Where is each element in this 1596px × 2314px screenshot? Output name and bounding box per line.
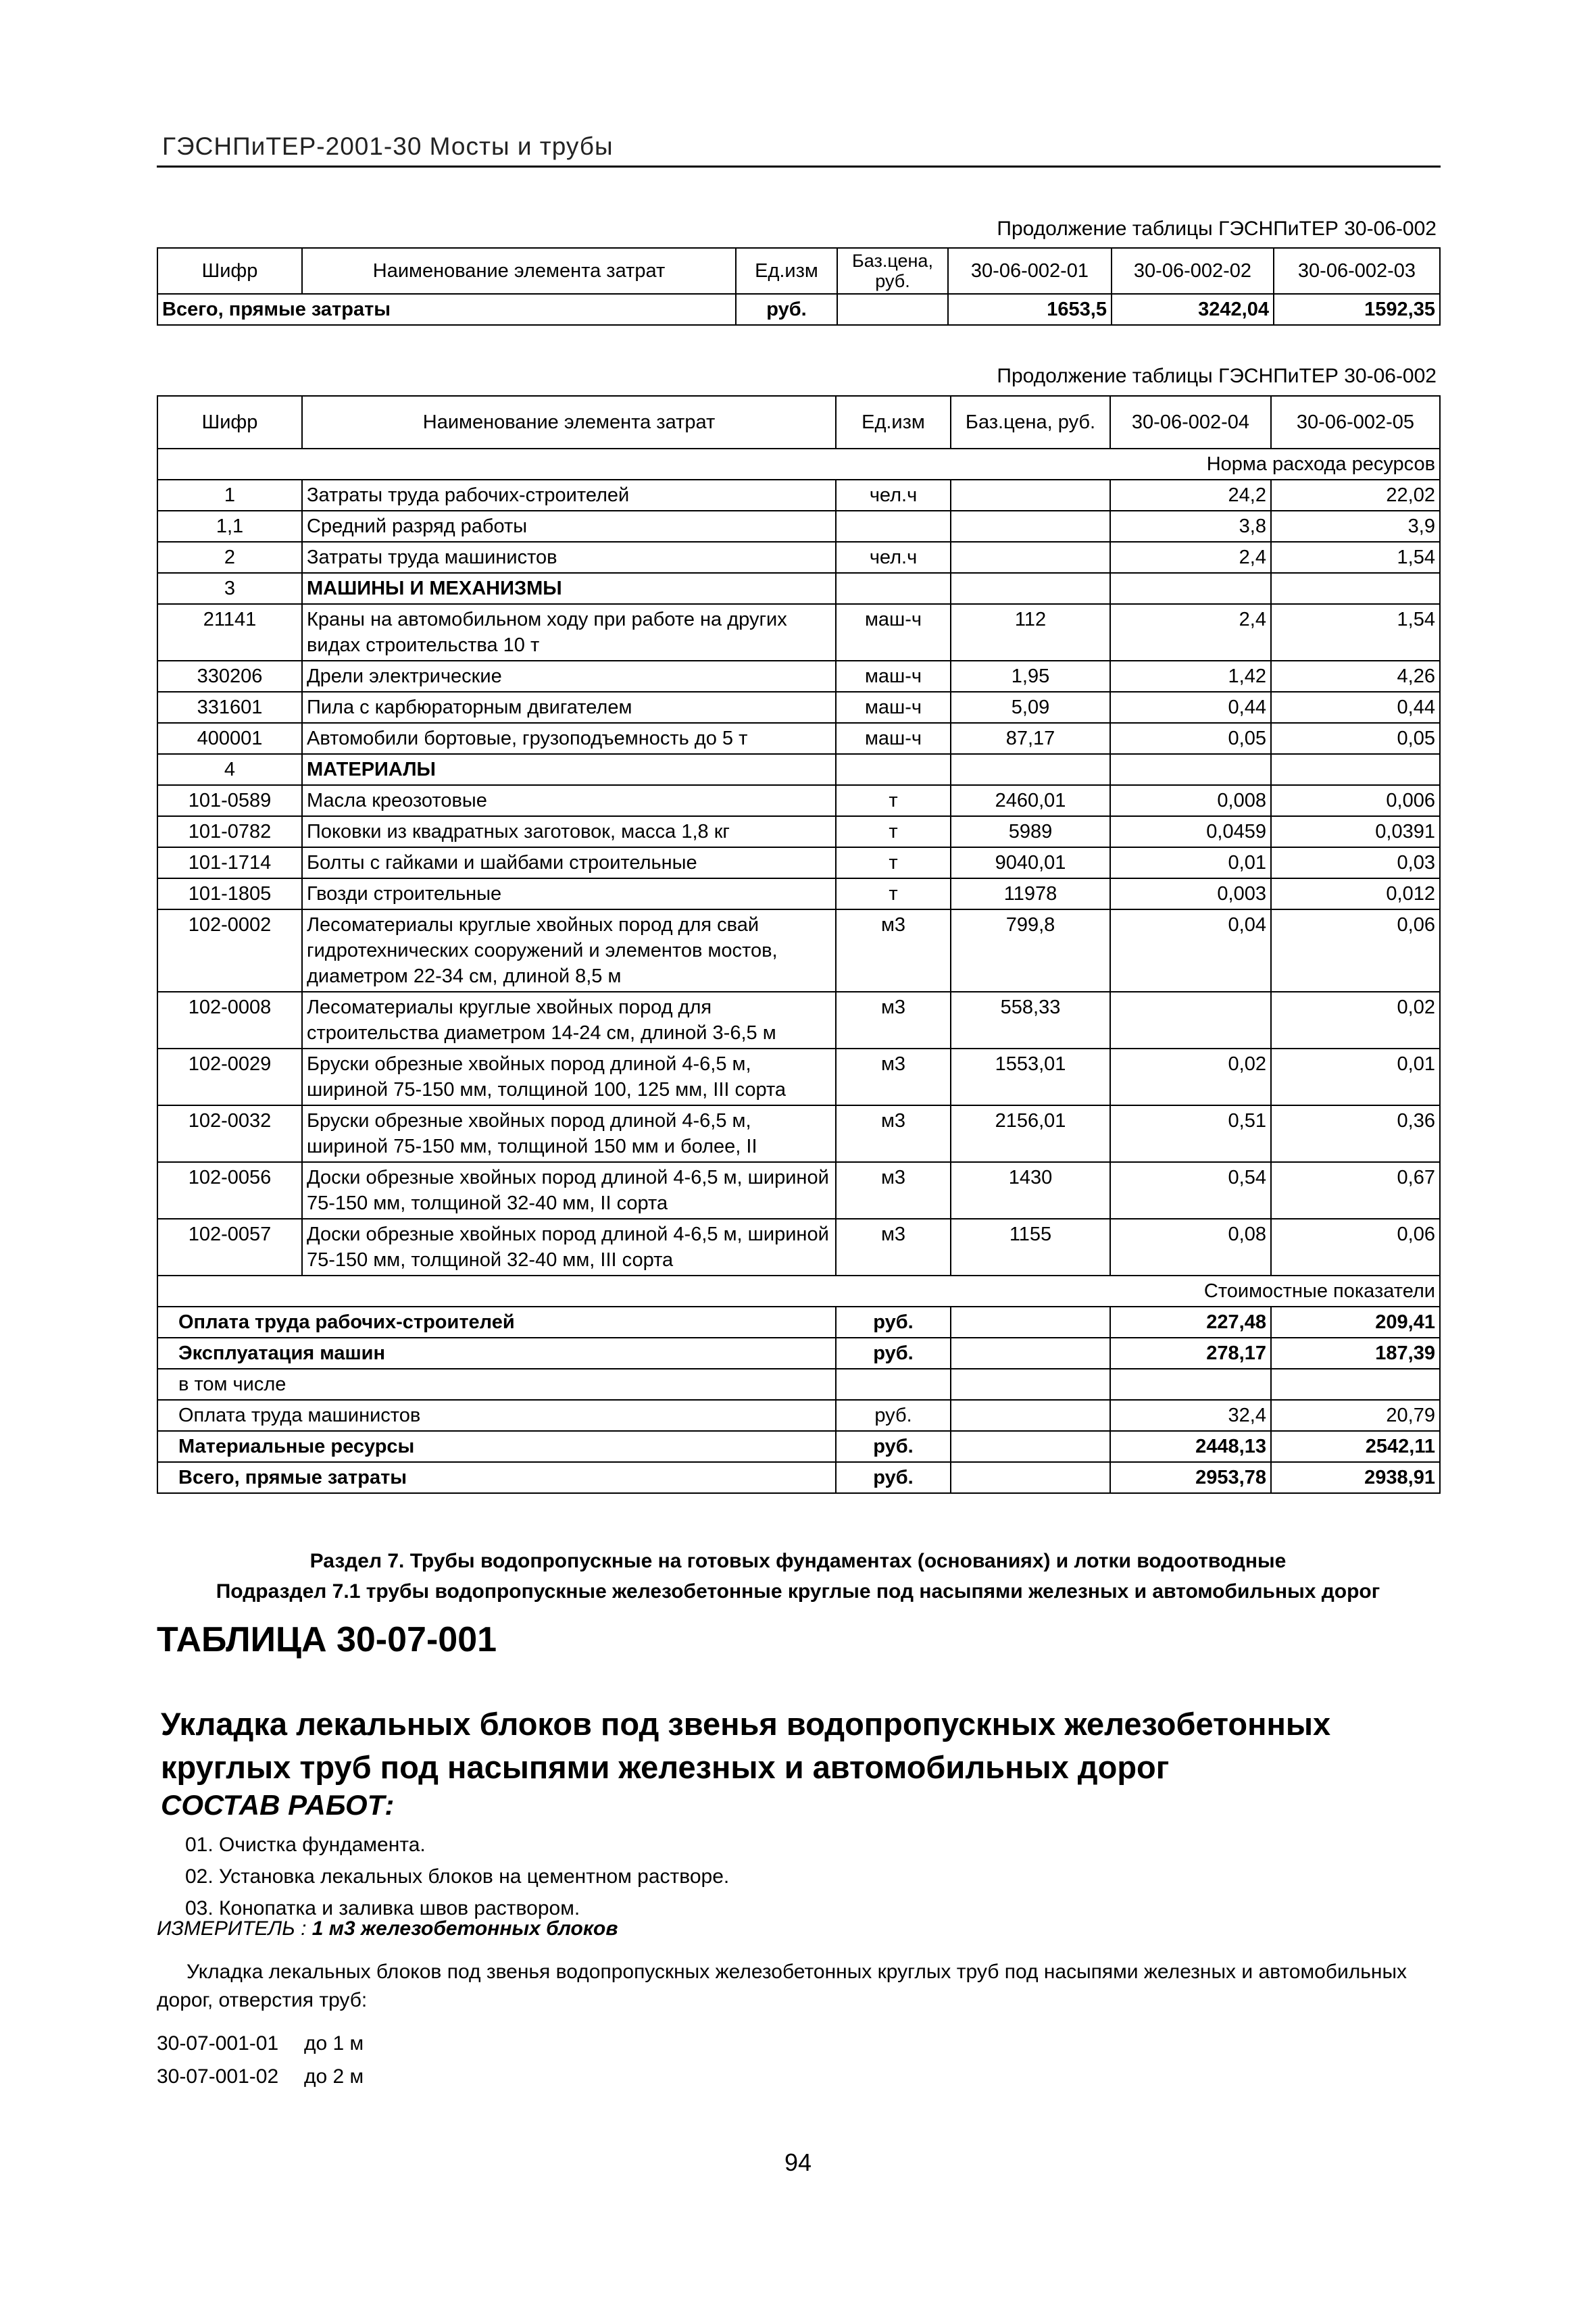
resource-price: 5,09 (951, 692, 1110, 723)
resource-unit: чел.ч (836, 480, 951, 511)
cost-value-1: 2953,78 (1110, 1462, 1271, 1493)
resource-value-1 (1110, 992, 1271, 1049)
cost-label: Оплата труда машинистов (157, 1400, 836, 1431)
resource-value-2: 3,9 (1271, 511, 1440, 542)
cost-price (951, 1462, 1110, 1493)
resource-code: 21141 (157, 604, 302, 661)
resource-value-2: 0,0391 (1271, 816, 1440, 847)
cost-value-2: 2542,11 (1271, 1431, 1440, 1462)
resource-code: 102-0032 (157, 1105, 302, 1162)
table2-col-unit: Ед.изм (836, 396, 951, 449)
resource-price: 1430 (951, 1162, 1110, 1219)
resource-unit: м3 (836, 909, 951, 992)
resource-unit: маш-ч (836, 692, 951, 723)
resource-row (157, 785, 1440, 816)
cost-label: Эксплуатация машин (157, 1338, 836, 1369)
resource-row (157, 847, 1440, 878)
resource-value-2: 1,54 (1271, 542, 1440, 573)
resource-value-2: 0,06 (1271, 1219, 1440, 1276)
resource-value-1: 2,4 (1110, 604, 1271, 661)
resource-code: 330206 (157, 661, 302, 692)
resource-value-2: 0,012 (1271, 878, 1440, 909)
resource-row (157, 542, 1440, 573)
resource-price: 9040,01 (951, 847, 1110, 878)
meter-label: ИЗМЕРИТЕЛЬ : (157, 1917, 312, 1940)
resource-value-2: 0,02 (1271, 992, 1440, 1049)
resource-code: 102-0002 (157, 909, 302, 992)
resource-unit: м3 (836, 1105, 951, 1162)
cost-unit: руб. (836, 1307, 951, 1338)
resource-name: Болты с гайками и шайбами строительные (302, 847, 836, 878)
resource-name: Пила с карбюраторным двигателем (302, 692, 836, 723)
resource-price (951, 573, 1110, 604)
table2-col-name: Наименование элемента затрат (302, 396, 836, 449)
resource-price: 11978 (951, 878, 1110, 909)
resource-name: Средний разряд работы (302, 511, 836, 542)
header-rule (157, 166, 1441, 168)
resource-unit: маш-ч (836, 661, 951, 692)
resource-name: МАШИНЫ И МЕХАНИЗМЫ (302, 573, 836, 604)
table1-total-v3: 1592,35 (1274, 294, 1440, 325)
resource-name: Лесоматериалы круглые хвойных пород для свай гидротехнических сооружений и элементов мостов, диаметром 22-34 см, длиной 8,5 м (302, 909, 836, 992)
table2-header-row (157, 396, 1440, 449)
description: Укладка лекальных блоков под звенья водопропускных железобетонных круглых труб под насыпями железных и автомобильных дорог, отверстия труб: (157, 1961, 1407, 2011)
resource-code: 3 (157, 573, 302, 604)
resource-unit (836, 511, 951, 542)
table1-col-price: Баз.цена, руб. (837, 248, 948, 294)
resource-code: 102-0056 (157, 1162, 302, 1219)
resource-code: 1 (157, 480, 302, 511)
resource-row (157, 909, 1440, 992)
cost-unit: руб. (836, 1338, 951, 1369)
table1-col-3: 30-06-002-03 (1274, 248, 1440, 294)
resource-value-2 (1271, 754, 1440, 785)
table2-continuation: Продолжение таблицы ГЭСНПиТЕР 30-06-002 (997, 365, 1437, 387)
resource-code: 101-1714 (157, 847, 302, 878)
cost-value-1 (1110, 1369, 1271, 1400)
resource-code: 331601 (157, 692, 302, 723)
work-step-2: 02. Установка лекальных блоков на цементном растворе. (185, 1865, 730, 1888)
cost-price (951, 1338, 1110, 1369)
cost-unit: руб. (836, 1431, 951, 1462)
resource-value-1: 3,8 (1110, 511, 1271, 542)
resource-price: 2156,01 (951, 1105, 1110, 1162)
resource-unit: м3 (836, 1049, 951, 1105)
resource-price (951, 480, 1110, 511)
page-number: 94 (784, 2148, 812, 2176)
resource-price: 799,8 (951, 909, 1110, 992)
table2-col-price: Баз.цена, руб. (951, 396, 1110, 449)
cost-label: Материальные ресурсы (157, 1431, 836, 1462)
cost-unit: руб. (836, 1400, 951, 1431)
resource-value-2: 0,03 (1271, 847, 1440, 878)
resource-value-1: 0,51 (1110, 1105, 1271, 1162)
table2-cost-label: Стоимостные показатели (157, 1276, 1440, 1307)
table2 (157, 395, 1441, 1494)
table1-col-unit: Ед.изм (736, 248, 837, 294)
table2-norm-label: Норма расхода ресурсов (157, 449, 1440, 480)
resource-value-1: 0,01 (1110, 847, 1271, 878)
code-line-1-code: 30-07-001-01 (157, 2032, 279, 2055)
resource-value-1: 2,4 (1110, 542, 1271, 573)
resource-value-1: 0,44 (1110, 692, 1271, 723)
cost-price (951, 1431, 1110, 1462)
resource-value-1: 0,08 (1110, 1219, 1271, 1276)
table1-col-2: 30-06-002-02 (1112, 248, 1274, 294)
resource-name: Дрели электрические (302, 661, 836, 692)
cost-row (157, 1307, 1440, 1338)
resource-price (951, 754, 1110, 785)
table1-col-name: Наименование элемента затрат (302, 248, 736, 294)
section-subtitle: Подраздел 7.1 трубы водопропускные железобетонные круглые под насыпями железных и автомобильных дорог (216, 1580, 1380, 1603)
resource-value-1: 0,04 (1110, 909, 1271, 992)
cost-price (951, 1369, 1110, 1400)
resource-code: 400001 (157, 723, 302, 754)
work-step-1: 01. Очистка фундамента. (185, 1834, 426, 1856)
table-id: ТАБЛИЦА 30-07-001 (157, 1620, 497, 1659)
resource-value-2: 0,06 (1271, 909, 1440, 992)
resource-unit (836, 754, 951, 785)
resource-code: 102-0029 (157, 1049, 302, 1105)
resource-value-1: 0,05 (1110, 723, 1271, 754)
resource-code: 2 (157, 542, 302, 573)
cost-label: Оплата труда рабочих-строителей (157, 1307, 836, 1338)
resource-name: Поковки из квадратных заготовок, масса 1,8 кг (302, 816, 836, 847)
cost-value-2 (1271, 1369, 1440, 1400)
cost-row (157, 1369, 1440, 1400)
resource-value-1 (1110, 754, 1271, 785)
code-line-2-code: 30-07-001-02 (157, 2065, 279, 2088)
table1-header-row (157, 248, 1440, 294)
resource-name: Гвозди строительные (302, 878, 836, 909)
resource-value-1: 24,2 (1110, 480, 1271, 511)
table2-col-1: 30-06-002-04 (1110, 396, 1271, 449)
resource-row (157, 604, 1440, 661)
resource-price: 1553,01 (951, 1049, 1110, 1105)
cost-label: в том числе (157, 1369, 836, 1400)
resource-row (157, 992, 1440, 1049)
cost-value-1: 227,48 (1110, 1307, 1271, 1338)
table1 (157, 247, 1441, 326)
table2-col-code: Шифр (157, 396, 302, 449)
cost-value-1: 278,17 (1110, 1338, 1271, 1369)
resource-unit: чел.ч (836, 542, 951, 573)
resource-price (951, 542, 1110, 573)
resource-row (157, 661, 1440, 692)
resource-row (157, 878, 1440, 909)
cost-value-1: 2448,13 (1110, 1431, 1271, 1462)
meter-value: 1 м3 железобетонных блоков (311, 1917, 618, 1940)
resource-unit (836, 573, 951, 604)
resource-value-1: 1,42 (1110, 661, 1271, 692)
resource-unit: м3 (836, 1219, 951, 1276)
resource-price: 112 (951, 604, 1110, 661)
resource-unit: т (836, 847, 951, 878)
resource-value-2: 0,006 (1271, 785, 1440, 816)
resource-code: 101-1805 (157, 878, 302, 909)
code-line-2 (157, 2065, 364, 2088)
cost-row (157, 1431, 1440, 1462)
resource-name: Затраты труда машинистов (302, 542, 836, 573)
resource-code: 4 (157, 754, 302, 785)
resource-price: 558,33 (951, 992, 1110, 1049)
resource-value-1: 0,02 (1110, 1049, 1271, 1105)
cost-value-1: 32,4 (1110, 1400, 1271, 1431)
resource-price: 2460,01 (951, 785, 1110, 816)
table2-cost-rows (157, 1307, 1440, 1493)
resource-row (157, 1219, 1440, 1276)
resource-value-2: 0,67 (1271, 1162, 1440, 1219)
cost-label: Всего, прямые затраты (157, 1462, 836, 1493)
work-step-3: 03. Конопатка и заливка швов раствором. (185, 1897, 580, 1919)
section-title: Раздел 7. Трубы водопропускные на готовых фундаментах (основаниях) и лотки водоотводные (309, 1550, 1287, 1572)
cost-row (157, 1400, 1440, 1431)
resource-value-2: 22,02 (1271, 480, 1440, 511)
resource-price (951, 511, 1110, 542)
table1-total-price (837, 294, 948, 325)
resource-price: 1155 (951, 1219, 1110, 1276)
cost-price (951, 1307, 1110, 1338)
resource-row (157, 511, 1440, 542)
resource-value-2 (1271, 573, 1440, 604)
code-line-2-text: до 2 м (304, 2065, 364, 2088)
resource-code: 101-0782 (157, 816, 302, 847)
resource-name: Автомобили бортовые, грузоподъемность до 5 т (302, 723, 836, 754)
resource-name: МАТЕРИАЛЫ (302, 754, 836, 785)
table2-col-2: 30-06-002-05 (1271, 396, 1440, 449)
cost-row (157, 1462, 1440, 1493)
resource-code: 1,1 (157, 511, 302, 542)
table1-continuation: Продолжение таблицы ГЭСНПиТЕР 30-06-002 (997, 218, 1437, 240)
resource-row (157, 480, 1440, 511)
code-line-1-text: до 1 м (304, 2032, 364, 2055)
resource-row (157, 573, 1440, 604)
resource-row (157, 816, 1440, 847)
resource-value-1: 0,008 (1110, 785, 1271, 816)
resource-value-1: 0,54 (1110, 1162, 1271, 1219)
resource-value-2: 1,54 (1271, 604, 1440, 661)
cost-value-2: 187,39 (1271, 1338, 1440, 1369)
resource-row (157, 1162, 1440, 1219)
resource-unit: маш-ч (836, 604, 951, 661)
resource-name: Бруски обрезные хвойных пород длиной 4-6,5 м, шириной 75-150 мм, толщиной 100, 125 мм, III сорта (302, 1049, 836, 1105)
resource-row (157, 754, 1440, 785)
resource-price: 87,17 (951, 723, 1110, 754)
resource-name: Лесоматериалы круглые хвойных пород для строительства диаметром 14-24 см, длиной 3-6,5 м (302, 992, 836, 1049)
resource-value-1: 0,0459 (1110, 816, 1271, 847)
resource-name: Затраты труда рабочих-строителей (302, 480, 836, 511)
resource-value-2: 0,44 (1271, 692, 1440, 723)
table1-total-v2: 3242,04 (1112, 294, 1274, 325)
resource-row (157, 1049, 1440, 1105)
resource-code: 102-0008 (157, 992, 302, 1049)
resource-unit: т (836, 816, 951, 847)
table1-col-1: 30-06-002-01 (948, 248, 1112, 294)
resource-name: Бруски обрезные хвойных пород длиной 4-6,5 м, шириной 75-150 мм, толщиной 150 мм и более, II (302, 1105, 836, 1162)
resource-name: Доски обрезные хвойных пород длиной 4-6,5 м, шириной 75-150 мм, толщиной 32-40 мм, II сорта (302, 1162, 836, 1219)
resource-value-2: 0,01 (1271, 1049, 1440, 1105)
resource-unit: м3 (836, 1162, 951, 1219)
page-header: ГЭСНПиТЕР-2001-30 Мосты и трубы (162, 132, 614, 160)
resource-value-1: 0,003 (1110, 878, 1271, 909)
resource-unit: м3 (836, 992, 951, 1049)
resource-code: 102-0057 (157, 1219, 302, 1276)
resource-name: Масла креозотовые (302, 785, 836, 816)
composition-title: СОСТАВ РАБОТ: (161, 1789, 395, 1821)
resource-name: Краны на автомобильном ходу при работе на других видах строительства 10 т (302, 604, 836, 661)
main-title: Укладка лекальных блоков под звенья водопропускных железобетонных круглых труб под насыпями железных и автомобильных дорог (161, 1706, 1331, 1785)
resource-unit: маш-ч (836, 723, 951, 754)
table2-cost-label-row (157, 1276, 1440, 1307)
resource-price: 5989 (951, 816, 1110, 847)
resource-unit: т (836, 878, 951, 909)
meter (157, 1917, 618, 1940)
table1-total-label: Всего, прямые затраты (157, 294, 736, 325)
table1-total-v1: 1653,5 (948, 294, 1112, 325)
table2-resource-rows (157, 480, 1440, 1276)
table1-total-row (157, 294, 1440, 325)
cost-row (157, 1338, 1440, 1369)
resource-value-1 (1110, 573, 1271, 604)
table1-col-code: Шифр (157, 248, 302, 294)
cost-unit: руб. (836, 1462, 951, 1493)
cost-unit (836, 1369, 951, 1400)
resource-value-2: 0,05 (1271, 723, 1440, 754)
resource-unit: т (836, 785, 951, 816)
table1-total-unit: руб. (736, 294, 837, 325)
code-line-1 (157, 2032, 364, 2055)
table2-norm-row (157, 449, 1440, 480)
resource-value-2: 4,26 (1271, 661, 1440, 692)
cost-value-2: 2938,91 (1271, 1462, 1440, 1493)
resource-code: 101-0589 (157, 785, 302, 816)
resource-row (157, 723, 1440, 754)
cost-price (951, 1400, 1110, 1431)
cost-value-2: 209,41 (1271, 1307, 1440, 1338)
resource-value-2: 0,36 (1271, 1105, 1440, 1162)
cost-value-2: 20,79 (1271, 1400, 1440, 1431)
resource-price: 1,95 (951, 661, 1110, 692)
resource-name: Доски обрезные хвойных пород длиной 4-6,5 м, шириной 75-150 мм, толщиной 32-40 мм, III сорта (302, 1219, 836, 1276)
resource-row (157, 1105, 1440, 1162)
resource-row (157, 692, 1440, 723)
